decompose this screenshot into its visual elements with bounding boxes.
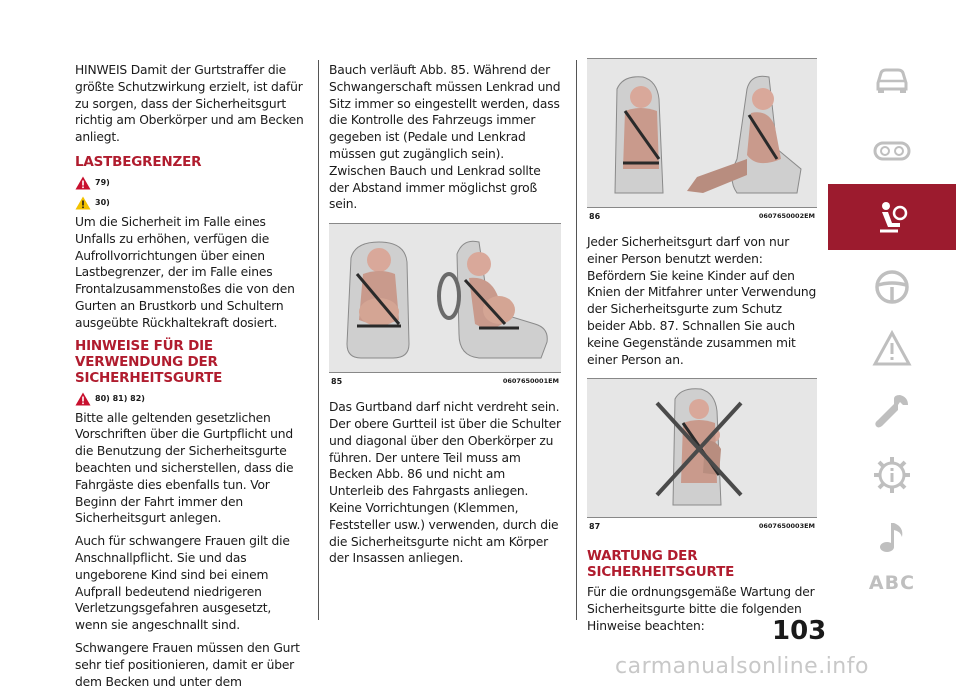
- usage-paragraph-2: Auch für schwangere Frauen gilt die Anschnallpflicht. Sie und das ungeborene Kind sind bei einem Aufprall bedeutend niedrigeren Verletzungsgefahren ausgesetzt, wenn sie angeschnallt sind.: [75, 534, 290, 633]
- warning-triangle-icon: [75, 176, 91, 190]
- figure-87-caption: [587, 517, 817, 532]
- warning-ref-80-82[interactable]: 80) 81) 82): [95, 394, 145, 404]
- sidebar-item-instruments[interactable]: [828, 118, 956, 184]
- wrong-belt-illustration: [587, 379, 817, 517]
- dashboard-gauges-icon: [872, 131, 912, 171]
- gear-info-icon: [872, 455, 912, 495]
- heading-usage: HINWEISE FÜR DIE VERWENDUNG DER SICHERHEITSGURTE: [75, 337, 223, 386]
- pregnant-driver-illustration: [329, 224, 561, 372]
- sidebar-item-maintenance[interactable]: [828, 378, 956, 444]
- heading-belt-limiter: LASTBEGRENZER: [75, 153, 202, 170]
- figure-code: 0607650001EM: [502, 377, 559, 386]
- caution-ref-30[interactable]: 30): [95, 198, 110, 208]
- watermark: carmanualsonline.info: [615, 654, 869, 679]
- steering-wheel-icon: [872, 267, 912, 307]
- belt-limiter-paragraph: Um die Sicherheit im Falle eines Unfalls zu erhöhen, verfügen die Aufrollvorrichtungen über einen Lastbegrenzer, der im Falle eines Frontalzusammenstoßes die von den Gurten an Brustkorb und Schultern ausgeübte Rückhaltekraft dosiert.: [75, 214, 295, 330]
- column-divider: [318, 60, 319, 620]
- figure-number: 85: [331, 376, 343, 386]
- warning-ref-79[interactable]: 79): [95, 178, 110, 188]
- usage-paragraph-3: Schwangere Frauen müssen den Gurt sehr tief positionieren, damit er über dem Becken und unter dem: [75, 640, 300, 689]
- pregnancy-paragraph: Bauch verläuft Abb. 85. Während der Schwangerschaft müssen Lenkrad und Sitz immer so eingestellt werden, dass die Kontrolle des Fahrzeugs immer gegeben ist (Pedale und Lenkrad müssen gut zugänglich sein). Zwischen Bauch und Lenkrad sollte der Abstand immer möglichst groß sein.: [329, 63, 561, 212]
- sidebar-item-safety[interactable]: [828, 184, 956, 250]
- warning-triangle-nav-icon: [872, 329, 912, 369]
- intro-paragraph: HINWEIS Damit der Gurtstraffer die größte Schutzwirkung erzielt, ist dafür zu sorgen, dass der Sicherheitsgurt richtig am Oberkörper und am Becken anliegt.: [75, 63, 304, 145]
- caution-ref-row: [75, 194, 307, 212]
- figure-87: [587, 378, 817, 517]
- airbag-passenger-icon: [872, 197, 912, 237]
- figure-code: 0607650003EM: [758, 522, 815, 531]
- column-1: [75, 62, 307, 696]
- sidebar-item-technical-data[interactable]: [828, 442, 956, 508]
- heading-maintenance: WARTUNG DER SICHERHEITSGURTE: [587, 548, 735, 581]
- belt-routing-paragraph: Das Gurtband darf nicht verdreht sein. Der obere Gurtteil ist über die Schulter und diagonal über den Oberkörper zu führen. Der untere Teil muss am Becken Abb. 86 und nicht am Unterleib des Fahrgasts anliegen. Keine Vorrichtungen (Klemmen, Feststeller usw.) verwenden, durch die die Sicherheitsgurte nicht am Körper der Insassen anliegen.: [329, 400, 561, 566]
- figure-number: 86: [589, 211, 601, 221]
- wrench-icon: [872, 391, 912, 431]
- figure-85-caption: [329, 372, 561, 387]
- column-divider: [576, 60, 577, 620]
- car-icon: [872, 59, 912, 99]
- single-person-paragraph: Jeder Sicherheitsgurt darf von nur einer Person benutzt werden: Befördern Sie keine Kinder auf den Knien der Mitfahrer unter Verwendung der Sicherheitsgurte zum Schutz beider Abb. 87. Schnallen Sie auch keine Gegenstände zusammen mit einer Person an.: [587, 235, 817, 367]
- warning-ref-row: [75, 174, 307, 192]
- warning-ref-row-2: [75, 390, 307, 408]
- figure-85: [329, 223, 561, 372]
- column-2: [329, 62, 561, 573]
- column-3: [587, 58, 817, 641]
- index-label: ABC: [868, 572, 916, 594]
- sidebar-item-index[interactable]: [828, 550, 956, 616]
- sidebar-item-emergency[interactable]: [828, 316, 956, 382]
- chapter-sidebar: [828, 26, 956, 650]
- usage-paragraph-1: Bitte alle geltenden gesetzlichen Vorschriften über die Gurtpflicht und die Benutzung der Sicherheitsgurte beachten und sicherstellen, dass die Fahrgäste dies ebenfalls tun. Vor Beginn der Fahrt immer den Sicherheitsgurt anlegen.: [75, 410, 294, 526]
- caution-triangle-icon: [75, 196, 91, 210]
- page-number: 103: [772, 616, 827, 646]
- warning-triangle-icon: [75, 392, 91, 406]
- sidebar-item-vehicle[interactable]: [828, 46, 956, 112]
- sidebar-item-driving[interactable]: [828, 254, 956, 320]
- figure-86: [587, 58, 817, 207]
- figure-86-caption: [587, 207, 817, 222]
- figure-code: 0607650002EM: [758, 212, 815, 220]
- correct-belt-illustration: [587, 59, 817, 207]
- figure-number: 87: [589, 521, 601, 531]
- maintenance-paragraph: Für die ordnungsgemäße Wartung der Sicherheitsgurte bitte die folgenden Hinweise beachten:: [587, 585, 815, 633]
